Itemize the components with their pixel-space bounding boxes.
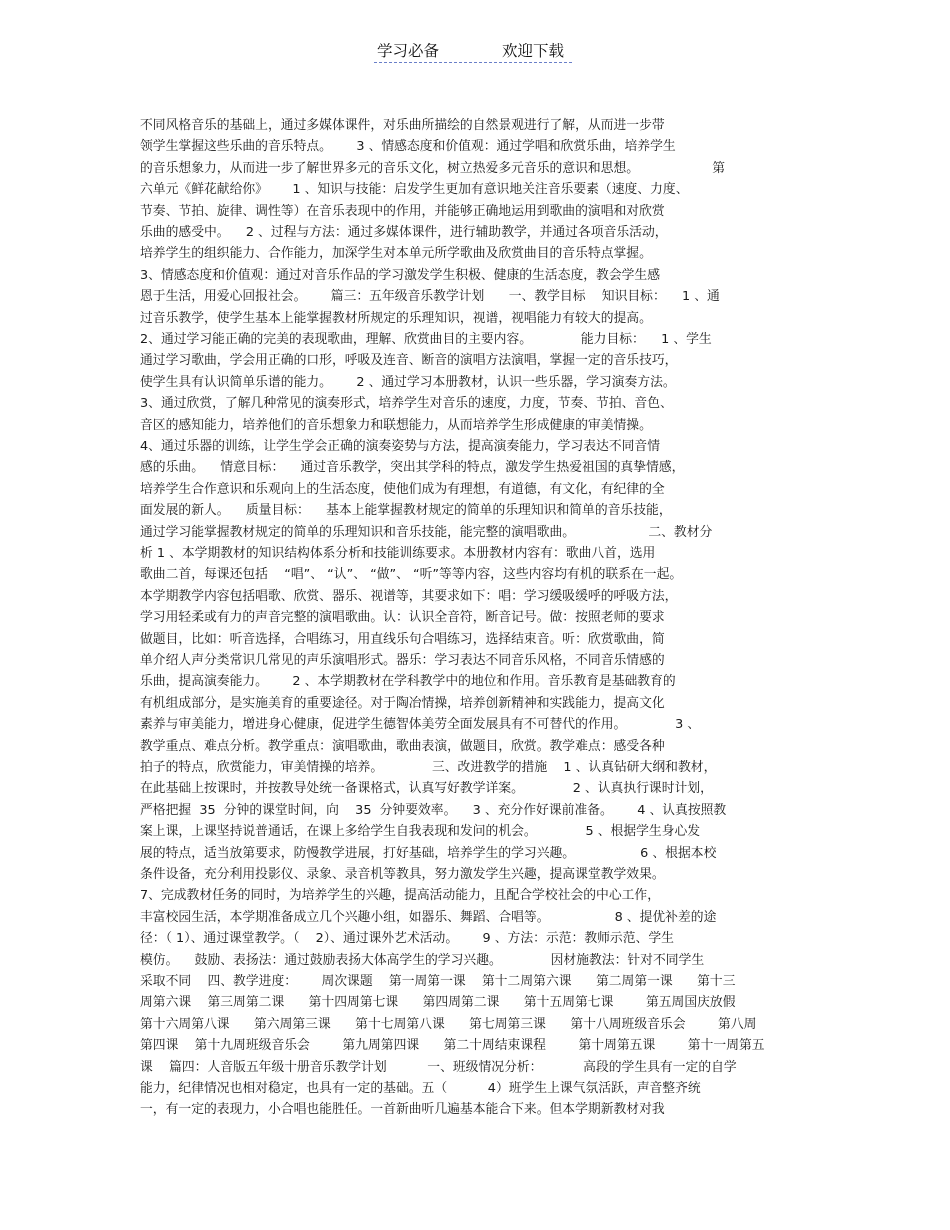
- text-line: 使学生具有认识简单乐谱的能力。 2 、通过学习本册教材，认识一些乐器，学习演奏方法。: [140, 374, 676, 390]
- text-line: 模仿。 鼓励、表扬法：通过鼓励表扬大体高学生的学习兴趣。 因材施教法：针对不同学生: [140, 952, 705, 968]
- text-line: 感的乐曲。 情意目标： 通过音乐教学，突出其学科的特点，激发学生热爱祖国的真挚情感，: [140, 460, 685, 476]
- text-line: 歌曲二首，每课还包括 “唱”、 “认”、 “做”、 “听”等等内容，这些内容均有机的联系在一起。: [140, 567, 683, 583]
- text-line: 严格把握 35 分钟的课堂时间，向 35 分钟要效率。 3 、充分作好课前准备。 4 、认真按照教: [140, 802, 727, 818]
- text-line: 采取不同 四、教学进度： 周次课题 第一周第一课 第十二周第六课 第二周第一课 第十三: [140, 974, 736, 989]
- text-line: 7、完成教材任务的同时，为培养学生的兴趣，提高活动能力，且配合学校社会的中心工作，: [140, 888, 661, 904]
- text-line: 条件设备，充分利用投影仪、录象、录音机等教具，努力激发学生兴趣，提高课堂教学效果。: [140, 867, 665, 882]
- text-line: 面发展的新人。 质量目标： 基本上能掌握教材规定的简单的乐理知识和简单的音乐技能，: [140, 503, 672, 519]
- text-line: 本学期教学内容包括唱歌、欣赏、器乐、视谱等，其要求如下：唱：学习缓吸缓呼的呼吸方法，: [140, 588, 678, 604]
- text-line: 案上课，上课坚持说普通话，在课上多给学生自我表现和发问的机会。 5 、根据学生身心发: [140, 824, 701, 840]
- text-line: 通过学习歌曲，学会用正确的口形，呼吸及连音、断音的演唱方法演唱，掌握一定的音乐技巧，: [140, 353, 678, 369]
- text-line: 第四课 第十九周班级音乐会 第九周第四课 第二十周结束课程 第十周第五课 第十一周第五: [140, 1038, 765, 1054]
- text-line: 不同风格音乐的基础上，通过多媒体课件，对乐曲所描绘的自然景观进行了解，从而进一步带: [140, 118, 665, 133]
- text-line: 的音乐想象力，从而进一步了解世界多元的音乐文化，树立热爱多元音乐的意识和思想。 第: [140, 160, 726, 176]
- text-line: 领学生掌握这些乐曲的音乐特点。 3 、情感态度和价值观：通过学唱和欣赏乐曲，培养学生: [140, 139, 676, 155]
- text-line: 恩于生活，用爱心回报社会。 篇三：五年级音乐教学计划 一、教学目标 知识目标： 1 、通: [140, 289, 720, 305]
- text-line: 培养学生的组织能力、合作能力，加深学生对本单元所学歌曲及欣赏曲目的音乐特点掌握。: [140, 246, 652, 262]
- text-line: 析 1 、本学期教材的知识结构体系分析和技能训练要求。本册教材内容有：歌曲八首，选用: [140, 546, 656, 561]
- text-line: 展的特点，适当放第要求，防慢教学进展，打好基础，培养学生的学习兴趣。 6 、根据本校: [140, 845, 717, 861]
- text-line: 能力，纪律情况也相对稳定，也具有一定的基础。五（ 4）班学生上课气氛活跃，声音整齐统: [140, 1081, 701, 1096]
- text-line: 4、通过乐器的训练，让学生学会正确的演奏姿势与方法，提高演奏能力，学习表达不同音情: [140, 439, 661, 454]
- text-line: 学习用轻柔或有力的声音完整的演唱歌曲。认：认识全音符，断音记号。做：按照老师的要求: [140, 610, 665, 626]
- text-line: 音区的感知能力，培养他们的音乐想象力和联想能力，从而培养学生形成健康的审美情操。: [140, 417, 652, 433]
- text-line: 3、通过欣赏，了解几种常见的演奏形式，培养学生对音乐的速度，力度，节奏、节拍、音色、: [140, 396, 673, 412]
- header-left-text: 学习必备: [377, 42, 440, 60]
- text-line: 一，有一定的表现力，小合唱也能胜任。一首新曲听几遍基本能合下来。但本学期新教材对我: [140, 1102, 665, 1118]
- text-line: 通过学习能掌握教材规定的简单的乐理知识和音乐技能，能完整的演唱歌曲。 二、教材分: [140, 524, 713, 540]
- text-line: 单介绍人声分类常识几常见的声乐演唱形式。器乐：学习表达不同音乐风格，不同音乐情感的: [140, 653, 665, 668]
- text-line: 在此基础上按课时，并按教导处统一备课格式，认真写好教学详案。 2 、认真执行课时计划，: [140, 781, 713, 797]
- text-line: 素养与审美能力，增进身心健康，促进学生德智体美劳全面发展具有不可替代的作用。 3 、: [140, 717, 701, 733]
- text-line: 3、情感态度和价值观：通过对音乐作品的学习激发学生积极、健康的生活态度，教会学生感: [140, 267, 661, 283]
- text-line: 节奏、节拍、旋律、调性等）在音乐表现中的作用，并能够正确地运用到歌曲的演唱和对欣赏: [140, 203, 665, 219]
- text-line: 做题目，比如：听音选择，合唱练习，用直线乐句合唱练习，选择结束音。听：欣赏歌曲，简: [140, 631, 665, 647]
- text-line: 课 篇四：人音版五年级十册音乐教学计划 一、班级情况分析： 高段的学生具有一定的自学: [140, 1059, 737, 1075]
- text-line: 乐曲的感受中。 2 、过程与方法：通过多媒体课件，进行辅助教学，并通过各项音乐活动，: [140, 225, 668, 240]
- text-line: 第十六周第八课 第六周第三课 第十七周第八课 第七周第三课 第十八周班级音乐会 第八周: [140, 1016, 757, 1032]
- text-line: 周第六课 第三周第二课 第十四周第七课 第四周第二课 第十五周第七课 第五周国庆放假: [140, 995, 736, 1011]
- text-line: 培养学生合作意识和乐观向上的生活态度，使他们成为有理想，有道德，有文化，有纪律的全: [140, 481, 665, 497]
- text-line: 乐曲，提高演奏能力。 2 、本学期教材在学科教学中的地位和作用。音乐教育是基础教育的: [140, 674, 676, 690]
- text-line: 丰富校园生活，本学期准备成立几个兴趣小组，如器乐、舞蹈、合唱等。 8 、提优补差的途: [140, 909, 717, 925]
- text-line: 拍子的特点，欣赏能力，审美情操的培养。 三、改进教学的措施 1 、认真钻研大纲和教材，: [140, 760, 717, 775]
- text-line: 2、通过学习能正确的完美的表现歌曲，理解、欣赏曲目的主要内容。 能力目标： 1 、学生: [140, 332, 712, 347]
- text-line: 六单元《鲜花献给你》 1 、知识与技能：启发学生更加有意识地关注音乐要素（速度、力度、: [140, 182, 689, 198]
- header-right-text: 欢迎下载: [502, 42, 565, 60]
- text-line: 教学重点、难点分析。教学重点：演唱歌曲，歌曲表演，做题目，欣赏。教学难点：感受各种: [140, 738, 665, 754]
- text-line: 有机组成部分，是实施美育的重要途径。对于陶冶情操，培养创新精神和实践能力，提高文化: [140, 695, 665, 711]
- text-line: 径：（ 1）、通过课堂教学。（ 2）、通过课外艺术活动。 9 、方法：示范：教师示范、学生: [140, 931, 674, 947]
- text-line: 过音乐教学，使学生基本上能掌握教材所规定的乐理知识，视谱，视唱能力有较大的提高。: [140, 310, 652, 326]
